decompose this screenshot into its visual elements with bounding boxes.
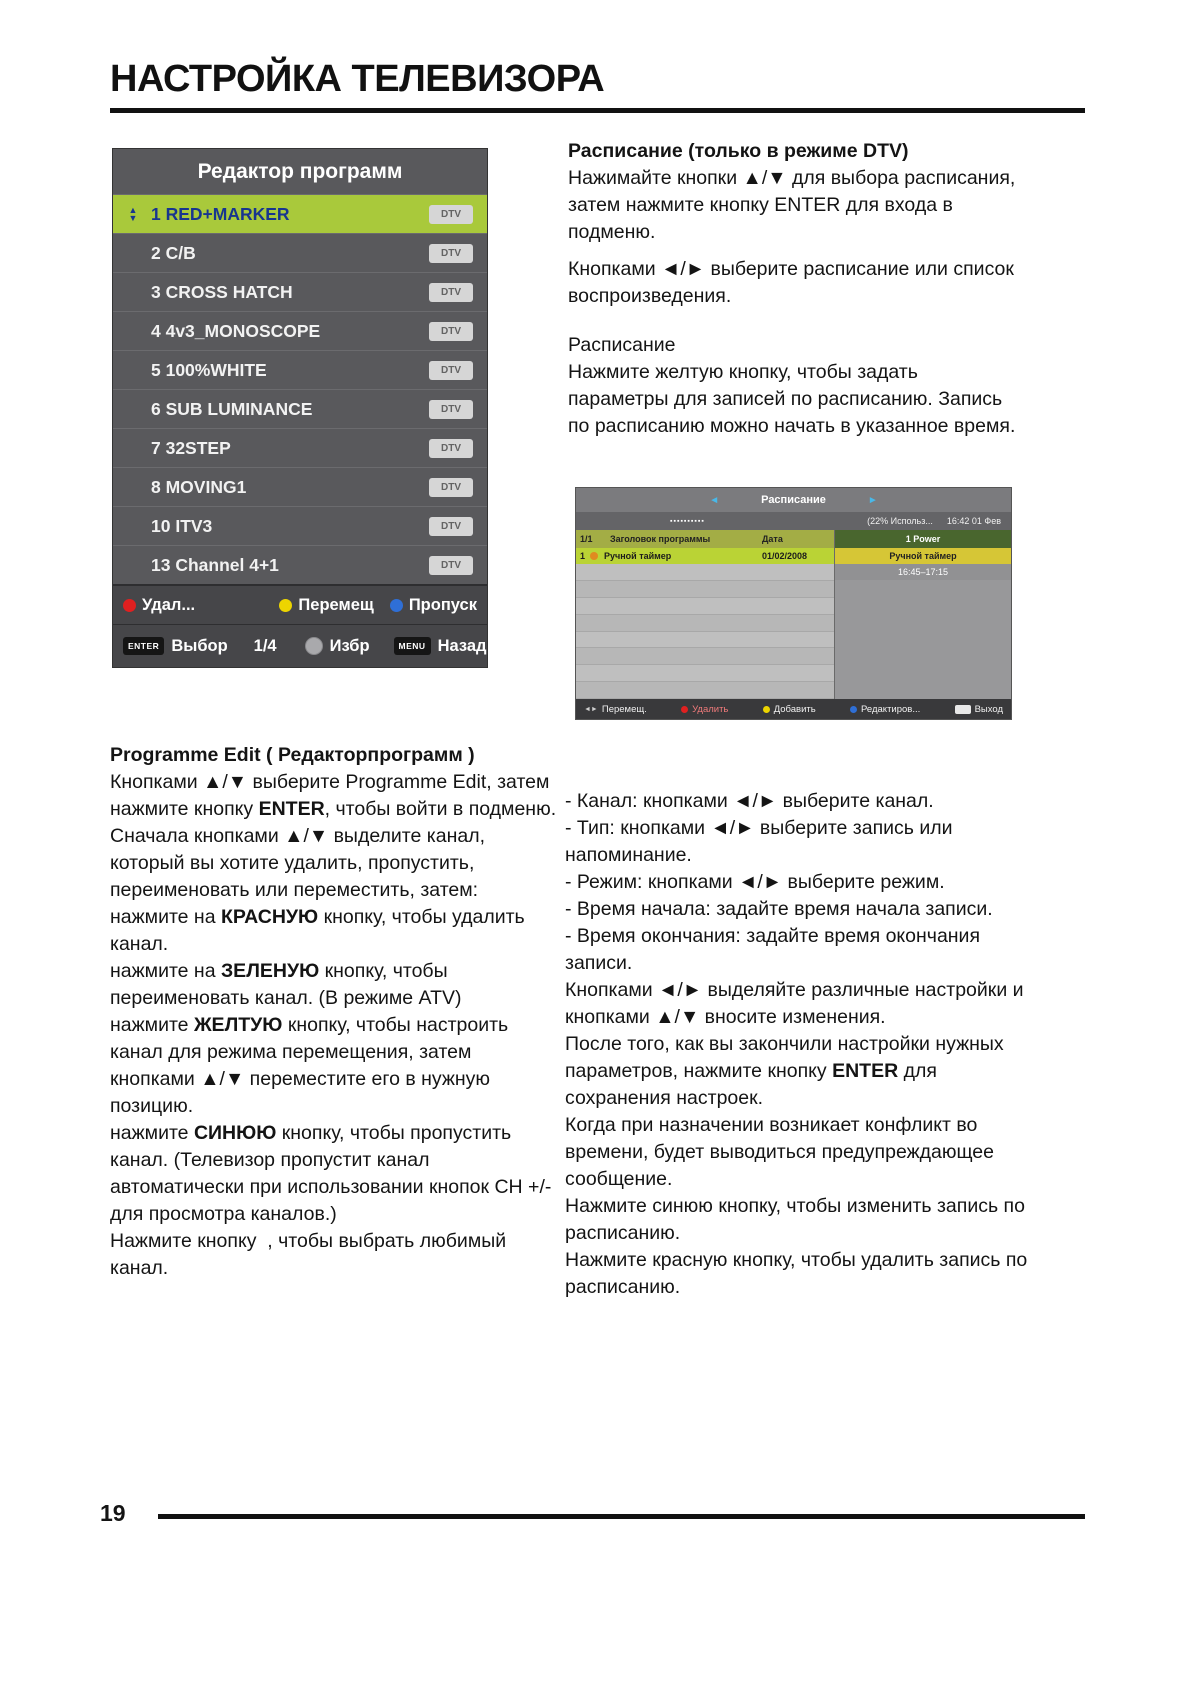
colour-key-legend (113, 584, 487, 624)
delete-hint-label: Удалить (692, 703, 729, 715)
channel-label: 13 Channel 4+1 (151, 554, 279, 575)
empty-row (576, 564, 834, 581)
channel-row (113, 233, 487, 272)
schedule-details-instructions (565, 788, 1029, 1301)
schedule-title: Расписание (761, 494, 826, 506)
text-segment: нажмите (110, 1014, 194, 1036)
schedule-side-panel (835, 530, 1011, 699)
channel-row (113, 350, 487, 389)
channel-row (113, 389, 487, 428)
paragraph: Нажмите синюю кнопку, чтобы изменить запись по расписанию. (565, 1195, 1025, 1244)
edit-hint (850, 704, 920, 715)
schedule-table (576, 530, 835, 699)
side-panel-header: 1 Power (835, 530, 1011, 548)
schedule-titlebar (576, 488, 1011, 512)
paragraph: Нажмите желтую кнопку, чтобы задать параметры для записей по расписанию. Запись по расписанию можно начать в указанное время. (568, 361, 1016, 437)
text-segment: Кнопками ▲/▼ выберите Programme Edit, затем нажмите кнопку (110, 771, 550, 820)
paragraph (565, 1031, 1029, 1112)
channel-label: 5 100%WHITE (151, 359, 267, 380)
menu-hint (394, 637, 487, 656)
text-segment: После того, как вы закончили настройки нужных параметров, нажмите кнопку (565, 1033, 1004, 1082)
list-item: - Режим: кнопками ◄/► выберите режим. (565, 871, 945, 893)
empty-row (576, 648, 834, 665)
programme-editor-screenshot (112, 148, 488, 668)
move-selector-icon: ▲ ▼ (128, 205, 138, 223)
paragraph (110, 958, 560, 1012)
empty-row (576, 581, 834, 598)
programme-editor-title: Редактор программ (197, 160, 403, 183)
add-hint (763, 704, 816, 715)
list-item: - Тип: кнопками ◄/► выберите запись или напоминание. (565, 817, 953, 866)
edit-hint-label: Редактиров... (860, 703, 921, 715)
channel-label: 8 MOVING1 (151, 476, 247, 497)
dtv-badge: DTV (429, 556, 473, 575)
row-title: Ручной таймер (604, 551, 672, 561)
page-indicator: 1/4 (253, 636, 277, 655)
yellow-button-icon (763, 706, 770, 713)
favourite-icon (305, 637, 323, 655)
channel-label: 2 C/B (151, 242, 196, 263)
paragraph: Когда при назначении возникает конфликт во времени, будет выводиться предупреждающее сообщение. (565, 1114, 994, 1190)
side-panel-title: Ручной таймер (835, 548, 1011, 564)
channel-row (113, 545, 487, 584)
enter-key-icon: ENTER (123, 637, 164, 655)
dtv-badge: DTV (429, 322, 473, 341)
programme-edit-instructions (110, 742, 560, 1282)
title-header: Заголовок программы (610, 534, 711, 544)
exit-hint (955, 704, 1003, 715)
dtv-badge: DTV (429, 439, 473, 458)
delete-hint (681, 704, 728, 715)
favourite-hint-label: Избр (329, 636, 370, 655)
row-number: 1 (580, 551, 586, 561)
text-segment: кнопку, чтобы настроить канал для режима перемещения, затем кнопками ▲/▼ переместите его в нужную позицию. (110, 1014, 509, 1117)
empty-row (576, 598, 834, 615)
paragraph: Сначала кнопками ▲/▼ выделите канал, который вы хотите удалить, пропустить, переименовать или переместить, затем: (110, 825, 485, 901)
yellow-button-icon (279, 599, 292, 612)
legend-red-label: Удал... (142, 595, 196, 614)
capacity-dots: ▪▪▪▪▪▪▪▪▪▪ (670, 517, 705, 525)
paragraph (110, 1012, 560, 1120)
empty-row (576, 682, 834, 699)
key-hint-bar (113, 624, 487, 667)
red-button-icon (681, 706, 688, 713)
legend-blue (390, 596, 477, 615)
channel-row (113, 311, 487, 350)
empty-row (576, 615, 834, 632)
red-button-icon (123, 599, 136, 612)
paragraph: Нажимайте кнопки ▲/▼ для выбора расписания, затем нажмите кнопку ENTER для входа в подменю. (568, 167, 1016, 243)
header-rule (110, 108, 1085, 113)
channel-label: 3 CROSS HATCH (151, 281, 293, 302)
programme-edit-heading: Programme Edit ( Редакторпрограмм ) (110, 744, 475, 766)
channel-label: 7 32STEP (151, 437, 231, 458)
move-arrows-icon: ◄► (584, 705, 598, 713)
paragraph: Расписание (568, 334, 676, 356)
date-header: Дата (762, 534, 783, 544)
bold-segment: ЖЕЛТУЮ (193, 1014, 283, 1036)
text-segment: кнопку, чтобы пропустить канал. (Телевизор пропустит канал автоматически при использовании кнопок CH +/- для просмотра каналов.) (110, 1122, 552, 1225)
list-item: - Время начала: задайте время начала записи. (565, 898, 993, 920)
add-hint-label: Добавить (773, 703, 816, 715)
empty-row (576, 632, 834, 649)
dtv-badge: DTV (429, 517, 473, 536)
side-panel-time: 16:45–17:15 (835, 564, 1011, 580)
schedule-heading: Расписание (только в режиме DTV) (568, 140, 909, 162)
channel-row (113, 194, 487, 233)
paragraph (110, 904, 560, 958)
bold-segment: ENTER (258, 798, 325, 820)
list-item: - Канал: кнопками ◄/► выберите канал. (565, 790, 934, 812)
channel-label: 6 SUB LUMINANCE (151, 398, 313, 419)
schedule-row (576, 548, 834, 564)
footer-rule (158, 1514, 1085, 1519)
page-number: 19 (100, 1500, 126, 1526)
index-header: 1/1 (580, 534, 593, 544)
list-item: - Время окончания: задайте время окончания записи. (565, 925, 981, 974)
dtv-badge: DTV (429, 400, 473, 419)
row-date: 01/02/2008 (762, 551, 808, 561)
empty-row (576, 665, 834, 682)
channel-row (113, 467, 487, 506)
right-arrow-icon: ► (867, 494, 878, 506)
exit-hint-label: Выход (974, 703, 1003, 715)
blue-button-icon (850, 706, 857, 713)
schedule-instructions (568, 138, 1020, 440)
dtv-badge: DTV (429, 244, 473, 263)
schedule-infobar (576, 512, 1011, 530)
text-segment: кнопку, чтобы переименовать канал. (В режиме ATV) (110, 960, 462, 1009)
text-segment: нажмите на (110, 960, 221, 982)
text-segment: кнопку, чтобы удалить канал. (110, 906, 525, 955)
move-hint-label: Перемещ. (601, 703, 647, 715)
schedule-key-bar (576, 699, 1011, 719)
usage-label: (22% Использ... (867, 516, 933, 526)
bold-segment: ЗЕЛЕНУЮ (220, 960, 320, 982)
bold-segment: СИНЮЮ (193, 1122, 277, 1144)
paragraph: Нажмите красную кнопку, чтобы удалить запись по расписанию. (565, 1249, 1028, 1298)
paragraph (110, 769, 560, 823)
dtv-badge: DTV (429, 283, 473, 302)
paragraph: Нажмите кнопку , чтобы выбрать любимый канал. (110, 1230, 507, 1279)
channel-list (113, 194, 487, 584)
dtv-badge: DTV (429, 205, 473, 224)
text-segment: нажмите на (110, 906, 221, 928)
legend-yellow (279, 596, 373, 615)
move-hint (584, 704, 647, 715)
enter-hint (123, 637, 228, 656)
channel-label: 4 4v3_MONOSCOPE (151, 320, 321, 341)
dtv-badge: DTV (429, 361, 473, 380)
paragraph (110, 1120, 560, 1228)
menu-hint-label: Назад (437, 636, 487, 655)
text-segment: нажмите (110, 1122, 194, 1144)
schedule-body (576, 530, 1011, 699)
legend-red (123, 596, 195, 615)
channel-row (113, 428, 487, 467)
channel-row (113, 506, 487, 545)
schedule-screenshot (575, 487, 1012, 720)
bold-segment: ENTER (832, 1060, 899, 1082)
enter-hint-label: Выбор (171, 636, 228, 655)
timer-icon (590, 552, 598, 560)
paragraph: Кнопками ◄/► выделяйте различные настройки и кнопками ▲/▼ вносите изменения. (565, 979, 1024, 1028)
blue-button-icon (390, 599, 403, 612)
text-segment: для сохранения настроек. (565, 1060, 937, 1109)
channel-label: 1 RED+MARKER (151, 203, 290, 224)
exit-key-icon (955, 705, 971, 714)
page-title: НАСТРОЙКА ТЕЛЕВИЗОРА (110, 58, 605, 100)
schedule-table-header (576, 530, 834, 548)
dtv-badge: DTV (429, 478, 473, 497)
text-segment: , чтобы войти в подменю. (324, 798, 557, 820)
channel-label: 10 ITV3 (151, 515, 213, 536)
channel-row (113, 272, 487, 311)
legend-blue-label: Пропуск (408, 595, 477, 614)
left-arrow-icon: ◄ (709, 494, 720, 506)
paragraph: Кнопками ◄/► выберите расписание или список воспроизведения. (568, 258, 1014, 307)
favourite-hint (305, 637, 370, 656)
legend-yellow-label: Перемещ (298, 595, 374, 614)
bold-segment: КРАСНУЮ (220, 906, 319, 928)
clock-label: 16:42 01 Фев (946, 516, 1001, 526)
menu-key-icon: MENU (394, 637, 431, 655)
